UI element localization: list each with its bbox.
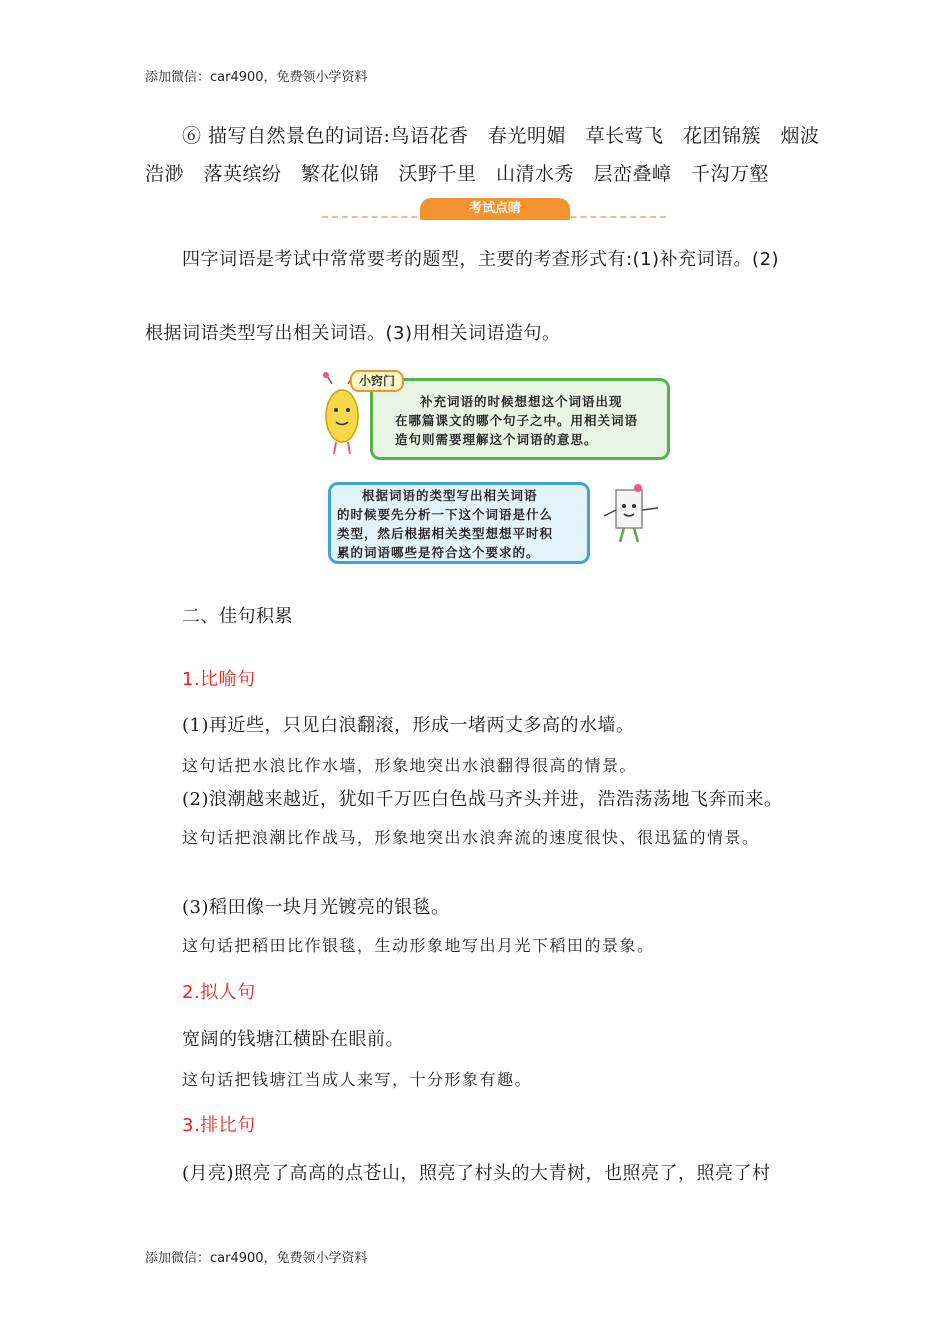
tip-green-line-1: 补充词语的时候想想这个词语出现 (420, 394, 623, 409)
tip-tag: 小窍门 (350, 370, 404, 392)
simile-sentence-1: (1)再近些，只见白浪翻滚，形成一堵两丈多高的水墙。 (182, 715, 635, 736)
exam-banner: 考试点睛 (420, 198, 570, 220)
tip-blue-line-2: 的时候要先分析一下这个词语是什么 (337, 507, 554, 522)
exam-line-2: 根据词语类型写出相关词语。(3)用相关词语造句。 (145, 323, 561, 344)
words-line-1: ⑥ 描写自然景色的词语:鸟语花香 春光明媚 草长莺飞 花团锦簇 烟波 (182, 125, 820, 147)
tip-green-line-3: 造句则需要理解这个词语的意思。 (395, 432, 598, 447)
page-footer: 添加微信：car4900，免费领小学资料 (145, 1251, 368, 1266)
parallelism-sentence-1: (月亮)照亮了高高的点苍山，照亮了村头的大青树，也照亮了，照亮了村 (182, 1163, 771, 1184)
simile-sentence-2: (2)浪潮越来越近，犹如千万匹白色战马齐头并进，浩浩荡荡地飞奔而来。 (182, 789, 783, 810)
book-mascot-icon (598, 480, 668, 560)
simile-note-3: 这句话把稻田比作银毯，生动形象地写出月光下稻田的景象。 (182, 936, 655, 955)
simile-note-2: 这句话把浪潮比作战马，形象地突出水浪奔流的速度很快、很迅猛的情景。 (182, 828, 760, 847)
tip-blue-line-4: 累的词语哪些是符合这个要求的。 (337, 545, 540, 560)
simile-sentence-3: (3)稻田像一块月光镀亮的银毯。 (182, 897, 450, 918)
tip-blue-line-3: 类型，然后根据相关类型想想平时积 (337, 526, 554, 541)
personification-note-1: 这句话把钱塘江当成人来写，十分形象有趣。 (182, 1070, 533, 1089)
tip-green-line-2: 在哪篇课文的哪个句子之中。用相关词语 (395, 413, 639, 428)
simile-title: 1.比喻句 (182, 669, 256, 690)
parallelism-title: 3.排比句 (182, 1115, 256, 1136)
tip-blue-line-1: 根据词语的类型写出相关词语 (362, 488, 538, 503)
exam-line-1: 四字词语是考试中常常要考的题型，主要的考查形式有:(1)补充词语。(2) (182, 249, 780, 270)
section-2-title: 二、佳句积累 (182, 606, 293, 627)
words-line-2: 浩渺 落英缤纷 繁花似锦 沃野千里 山清水秀 层峦叠嶂 千沟万壑 (145, 163, 770, 185)
simile-note-1: 这句话把水浪比作水墙，形象地突出水浪翻得很高的情景。 (182, 756, 638, 775)
personification-sentence-1: 宽阔的钱塘江横卧在眼前。 (182, 1029, 404, 1050)
personification-title: 2.拟人句 (182, 982, 256, 1003)
page-header: 添加微信：car4900，免费领小学资料 (145, 70, 368, 85)
